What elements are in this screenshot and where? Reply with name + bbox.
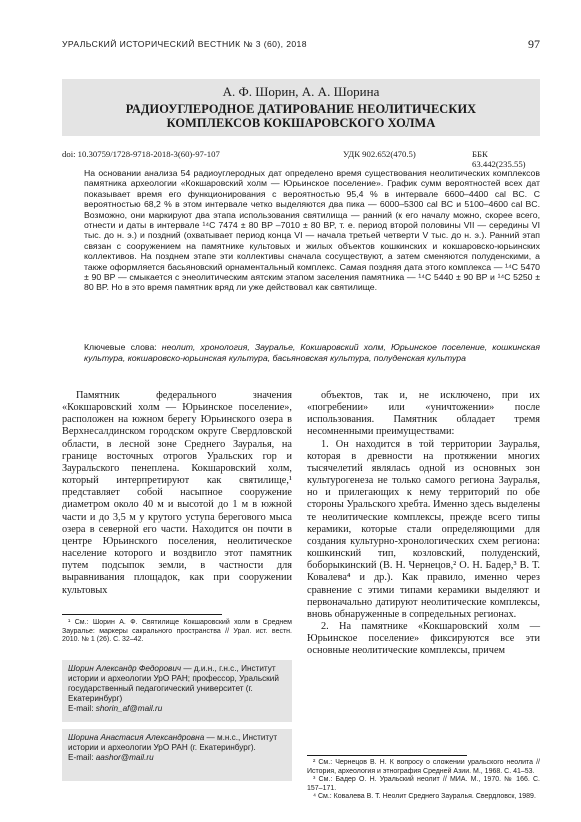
title-band (62, 79, 540, 136)
author-email-line (68, 704, 287, 714)
author-email[interactable]: aashor@mail.ru (95, 753, 154, 763)
body-paragraph: 2. На памятнике «Кокшаровский холм — Юрьинское поселение» фиксируются все эти основные неолитические комплексы, причем (307, 620, 540, 657)
article-metadata (62, 149, 540, 169)
running-head (62, 39, 540, 53)
footnotes-right (307, 759, 540, 802)
author-email[interactable]: shorin_af@mail.ru (95, 704, 163, 714)
article-title-line-2: КОМПЛЕКСОВ КОКШАРОВСКОГО ХОЛМА (166, 116, 436, 130)
author-details: — д.и.н., г.н.с., Институт истории и археологии УрО РАН; профессор, Уральский государственный педагогический университет (г. Екатеринбург) (68, 664, 279, 704)
author-description (68, 733, 287, 753)
page-number: 97 (528, 37, 540, 51)
author-details: — м.н.с., Институт истории и археологии УрО РАН (г. Екатеринбург). (68, 733, 278, 753)
doi: doi: 10.30759/1728-9718-2018-3(60)-97-107 (62, 149, 220, 159)
article-title-line-1: РАДИОУГЛЕРОДНОЕ ДАТИРОВАНИЕ НЕОЛИТИЧЕСКИХ (125, 102, 477, 116)
article-authors: А. Ф. Шорин, А. А. Шорина (222, 84, 380, 99)
keywords (84, 342, 540, 363)
body-paragraph: объектов, так и, не исключено, при их «погребении» или «уничтожении» после использования. Памятник обладает тремя несомненными преимуществами: (307, 390, 540, 438)
email-label: E-mail: (68, 704, 96, 714)
author-name: Шорин Александр Федорович (68, 664, 182, 673)
email-label: E-mail: (68, 753, 96, 763)
author-info-box (62, 729, 292, 781)
author-email-line (68, 753, 287, 763)
footnote-rule-right (307, 755, 467, 756)
udk-code: УДК 902.652(470.5) (343, 149, 416, 159)
journal-title: УРАЛЬСКИЙ ИСТОРИЧЕСКИЙ ВЕСТНИК № 3 (60), 2018 (62, 39, 307, 49)
author-info-box (62, 660, 292, 722)
keywords-list: неолит, хронология, Зауралье, Кокшаровский холм, Юрьинское поселение, кошкинская культура, кокшаровско-юрьинская культура, басьяновская культура, полуденская культура (84, 342, 540, 363)
footnote: ¹ См.: Шорин А. Ф. Святилище Кокшаровский холм в Среднем Зауралье: маркеры сакрального пространства // Урал. ист. вестн. 2010. № 1 (26). С. 32–42. (62, 619, 292, 644)
body-column-right (307, 390, 540, 657)
body-column-left (62, 390, 292, 597)
footnotes-left (62, 619, 292, 645)
author-description (68, 664, 287, 704)
body-paragraph: 1. Он находится в той территории Зауралья, которая в древности на протяжении многих тысячелетий являлась одной из основных зон культурогенеза не только самого региона Зауралья, но и прилегающих к нему территорий по обе стороны Уральского хребта. Именно здесь выделены те неолитические комплексы, прежде всего типы керамики, которые стали определяющими для создания культурно-хронологических схем региона: кошкинский тип, козловский, полуденский, боборыкинский (В. Н. Чернецов,² О. Н. Бадер,³ В. Т. Ковалева⁴ и др.). Как правило, именно через сравнение с этими типами керамики выделяют и первоначально датируют неолитические комплексы, вновь обнаруженные в сопредельных регионах. (307, 438, 540, 620)
footnote: ³ См.: Бадер О. Н. Уральский неолит // МИА. М., 1970. № 166. С. 157–171. (307, 776, 540, 792)
abstract: На основании анализа 54 радиоуглеродных дат определено время существования неолитических комплексов памятника археологии «Кокшаровский холм — Юрьинское поселение». График сумм вероятностей всех дат показывает время его функционирования с вероятностью 95,4 % в интервале 6600–4400 cal BC. С вероятностью 68,2 % в этом интервале четко выделяются два пика — 6000–5300 cal BC и 5100–4600 cal BC. Возможно, они маркируют два этапа использования святилища — ранний (к его началу можно, скорее всего, отнести и даты в интервале ¹⁴С 7474 ± 80 BP –7010 ± 80 BP, т. е. период второй половины VII — середины VI тыс. до н. э.) и поздний (охватывает период конца VI — начала третьей четверти V тыс. до н. э.). Ранний этап связан с сооружением на памятнике культовых и жилых объектов кошкинских и кокшаровско-юрьинских коллективов. На позднем этапе эти коллективы сначала сосуществуют, а затем сменяются полуденскими, а также оформляется басьяновский орнаментальный комплекс. Самая поздняя дата этого комплекса — ¹⁴С 5470 ± 90 BP — смыкается с энеолитическим аятским этапом заселения памятника — ¹⁴С 5440 ± 90 BP и ¹⁴С 5250 ± 80 BP. Но в это время памятник вряд ли уже действовал как святилище. (84, 168, 540, 293)
author-name: Шорина Анастасия Александровна (68, 733, 205, 742)
body-paragraph: Памятник федерального значения «Кокшаровский холм — Юрьинское поселение», расположен на южном берегу Юрьинского озера в Верхнесалдинском городском округе Свердловской области, в лесной зоне Среднего Зауралья, на границе восточных отрогов Уральских гор и Зауральского пенеплена. Кокшаровский холм, который интерпретируют как святилище,¹ представляет собой насыпное сооружение диаметром около 40 м и высотой до 1 м в южной части и до 3,5 м у крутого уступа берегового мыса озера в северной его части. Находится он почти в центре Юрьинского поселения, неолитическое население которого и воздвигло этот памятник путем подсыпок земли, в частности для выравнивания площадок, как при сооружении культовых (62, 390, 292, 596)
article-title (62, 102, 540, 130)
bbk-code: ББК 63.442(235.55) (472, 149, 526, 169)
footnote: ⁴ См.: Ковалева В. Т. Неолит Среднего Зауралья. Свердловск, 1989. (313, 793, 536, 801)
footnote: ² См.: Чернецов В. Н. К вопросу о сложении уральского неолита // История, археология и этнография Средней Азии. М., 1968. С. 41–53. (307, 759, 540, 775)
footnote-rule-left (62, 614, 222, 615)
keywords-label: Ключевые слова: (84, 342, 157, 352)
